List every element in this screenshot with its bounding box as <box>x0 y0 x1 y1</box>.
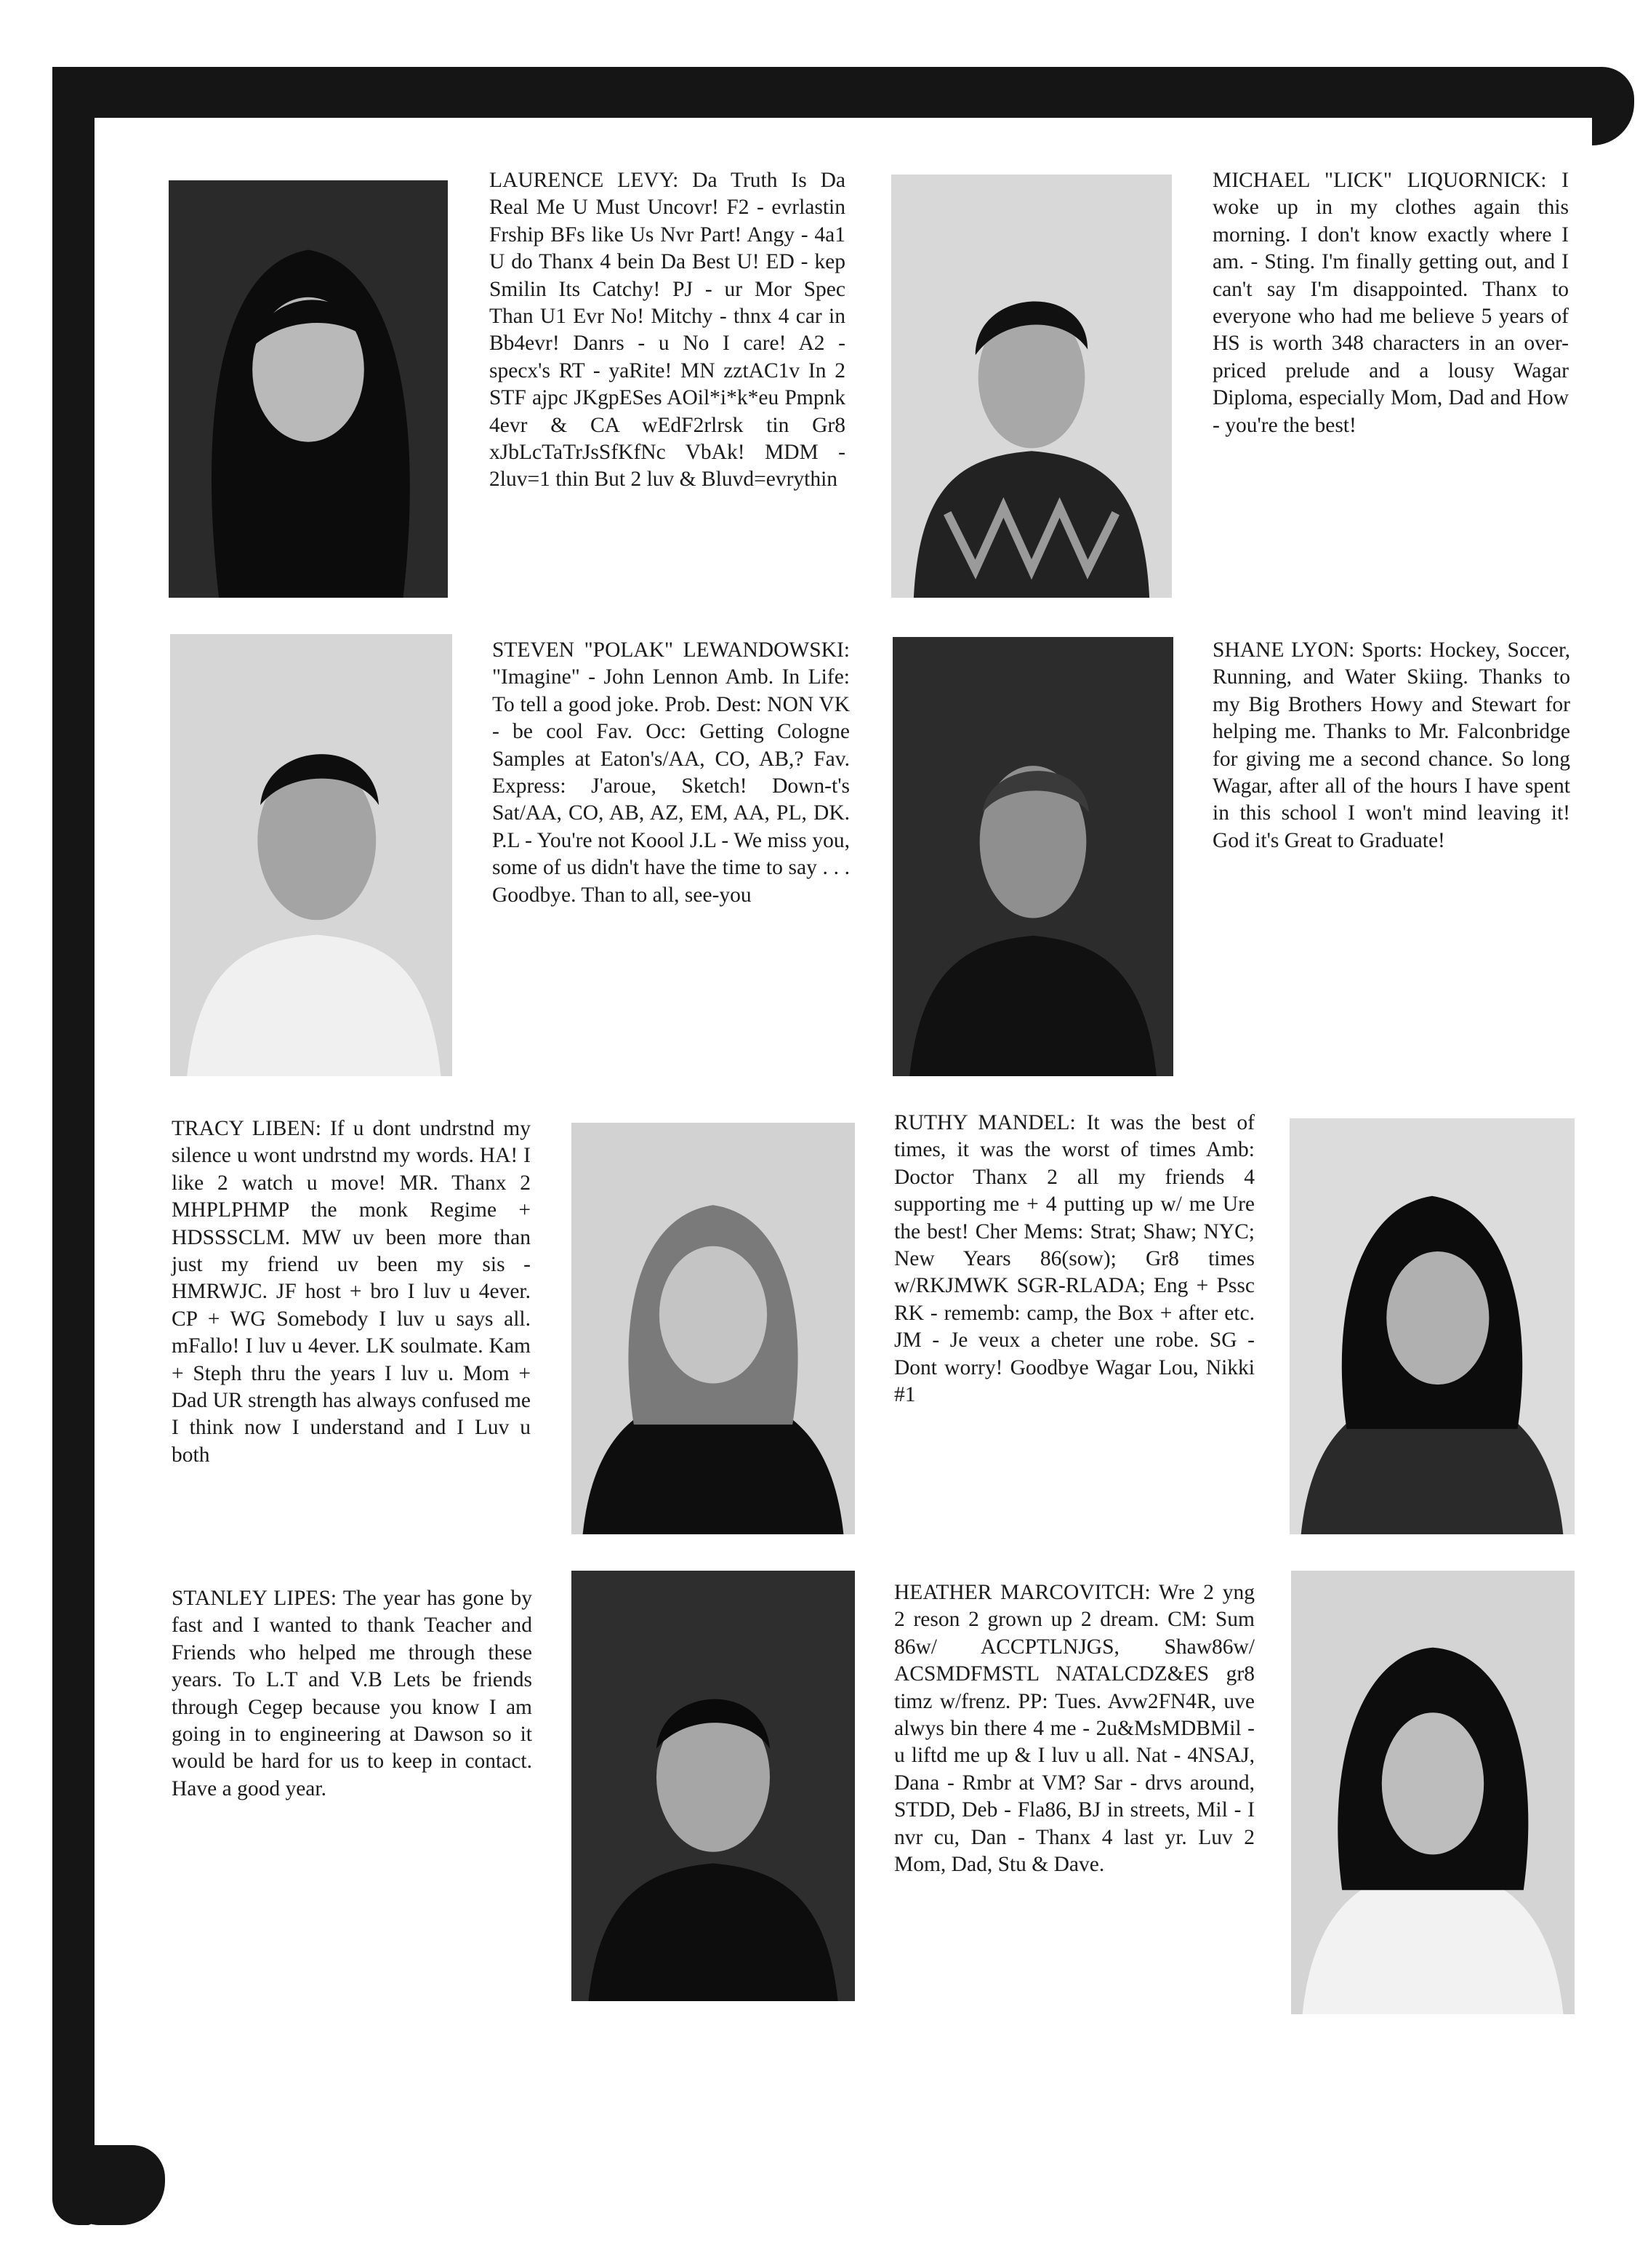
portrait-stanley-lipes <box>571 1571 855 2001</box>
portrait-tracy-liben <box>571 1123 855 1534</box>
bio-heather-marcovitch <box>894 1579 1255 1878</box>
page-frame-left-bar <box>52 67 95 2168</box>
bio-shane-lyon <box>1213 637 1570 854</box>
bio-ruthy-mandel <box>894 1110 1255 1409</box>
bio-laurence-levy <box>489 167 845 494</box>
bio-steven-lewandowski <box>492 637 850 909</box>
bio-text: TRACY LIBEN: If u dont undrstnd my silence u wont undrstnd my words. HA! I like 2 watch u move! MR. Thanx 2 MHPLPHMP the monk Regime + HDSSSCLM. MW uv been more than just my friend uv been my sis - HMRWJC. JF host + bro I luv u 4ever. CP + WG Somebody I luv u says all. mFallo! I luv u 4ever. LK soulmate. Kam + Steph thru the years I luv u. Mom + Dad UR strength has always confused me I think now I understand and I Luv u both <box>172 1117 531 1467</box>
bio-text: LAURENCE LEVY: Da Truth Is Da Real Me U Must Uncovr! F2 - evrlastin Frship BFs like Us Nvr Part! Angy - 4a1 U do Thanx 4 bein Da Best U! ED - kep Smilin Its Catchy! PJ - ur Mor Spec Than U1 Evr No! Mitchy - thnx 4 car in Bb4evr! Danrs - u No I care! A2 - specx's RT - yaRite! MN zztAC1v In 2 STF ajpc JKgpESes AOil*i*k*eu Pmpnk 4evr & CA wEdF2rlrsk tin Gr8 xJbLcTaTrJsSfKfNc VbAk! MDM - 2luv=1 thin But 2 luv & Bluvd=evrythin <box>489 169 845 492</box>
page-frame-hook-curl <box>76 2145 165 2225</box>
bio-text: STEVEN "POLAK" LEWANDOWSKI: "Imagine" - John Lennon Amb. In Life: To tell a good joke. Prob. Dest: NON VK - be cool Fav. Occ: Getting Cologne Samples at Eaton's/AA, CO, AB,? Fav. Express: J'aroue, Sketch! Down-t's Sat/AA, CO, AB, AZ, EM, AA, PL, DK. P.L - You're not Koool J.L - We miss you, some of us didn't have the time to say . . . Goodbye. Than to all, see-you <box>492 638 850 907</box>
portrait-laurence-levy <box>169 180 448 598</box>
portrait-shane-lyon <box>893 637 1173 1076</box>
bio-text: SHANE LYON: Sports: Hockey, Soccer, Running, and Water Skiing. Thanks to my Big Brothers Howy and Stewart for helping me. Thanks to Mr. Falconbridge for giving me a second chance. So long Wagar, after all of the hours I have spent in this school I won't mind leaving it! God it's Great to Graduate! <box>1213 638 1570 852</box>
portrait-steven-lewandowski <box>170 634 452 1076</box>
portrait-heather-marcovitch <box>1291 1571 1575 2014</box>
bio-michael-liquornick <box>1213 167 1569 439</box>
bio-text: MICHAEL "LICK" LIQUORNICK: I woke up in my clothes again this morning. I don't know exactly where I am. - Sting. I'm finally getting out, and I can't say I'm disappointed. Thanx to everyone who had me believe 5 years of HS is worth 348 characters in an over-priced prelude and a lousy Wagar Diploma, especially Mom, Dad and How - you're the best! <box>1213 169 1569 437</box>
bio-stanley-lipes <box>172 1585 532 1803</box>
bio-text: RUTHY MANDEL: It was the best of times, it was the worst of times Amb: Doctor Thanx 2 all my friends 4 supporting me + 4 putting up w/ me Ure the best! Cher Mems: Strat; Shaw; NYC; New Years 86(sow); Gr8 times w/RKJMWK SGR-RLADA; Eng + Pssc RK - rememb: camp, the Box + after etc. JM - Je veux a cheter une robe. SG - Dont worry! Goodbye Wagar Lou, Nikki #1 <box>894 1111 1255 1407</box>
page-frame-hook-top-right <box>1592 67 1634 145</box>
portrait-ruthy-mandel <box>1290 1118 1575 1534</box>
portrait-michael-liquornick <box>891 175 1172 598</box>
bio-tracy-liben <box>172 1115 531 1469</box>
bio-text: STANLEY LIPES: The year has gone by fast and I wanted to thank Teacher and Friends who helped me through these years. To L.T and V.B Lets be friends through Cegep because you know I am going in to engineering at Dawson so it would be hard for us to keep in contact. Have a good year. <box>172 1587 532 1800</box>
page-frame-top-bar <box>52 67 1599 118</box>
bio-text: HEATHER MARCOVITCH: Wre 2 yng 2 reson 2 grown up 2 dream. CM: Sum 86w/ ACCPTLNJGS, Shaw86w/ ACSMDFMSTL NATALCDZ&ES gr8 timz w/frenz. PP: Tues. Avw2FN4R, uve alwys bin there 4 me - 2u&MsMDBMil - u liftd me up & I luv u all. Nat - 4NSAJ, Dana - Rmbr at VM? Sar - drvs around, STDD, Deb - Fla86, BJ in streets, Mil - I nvr cu, Dan - Thanx 4 last yr. Luv 2 Mom, Dad, Stu & Dave. <box>894 1581 1255 1877</box>
